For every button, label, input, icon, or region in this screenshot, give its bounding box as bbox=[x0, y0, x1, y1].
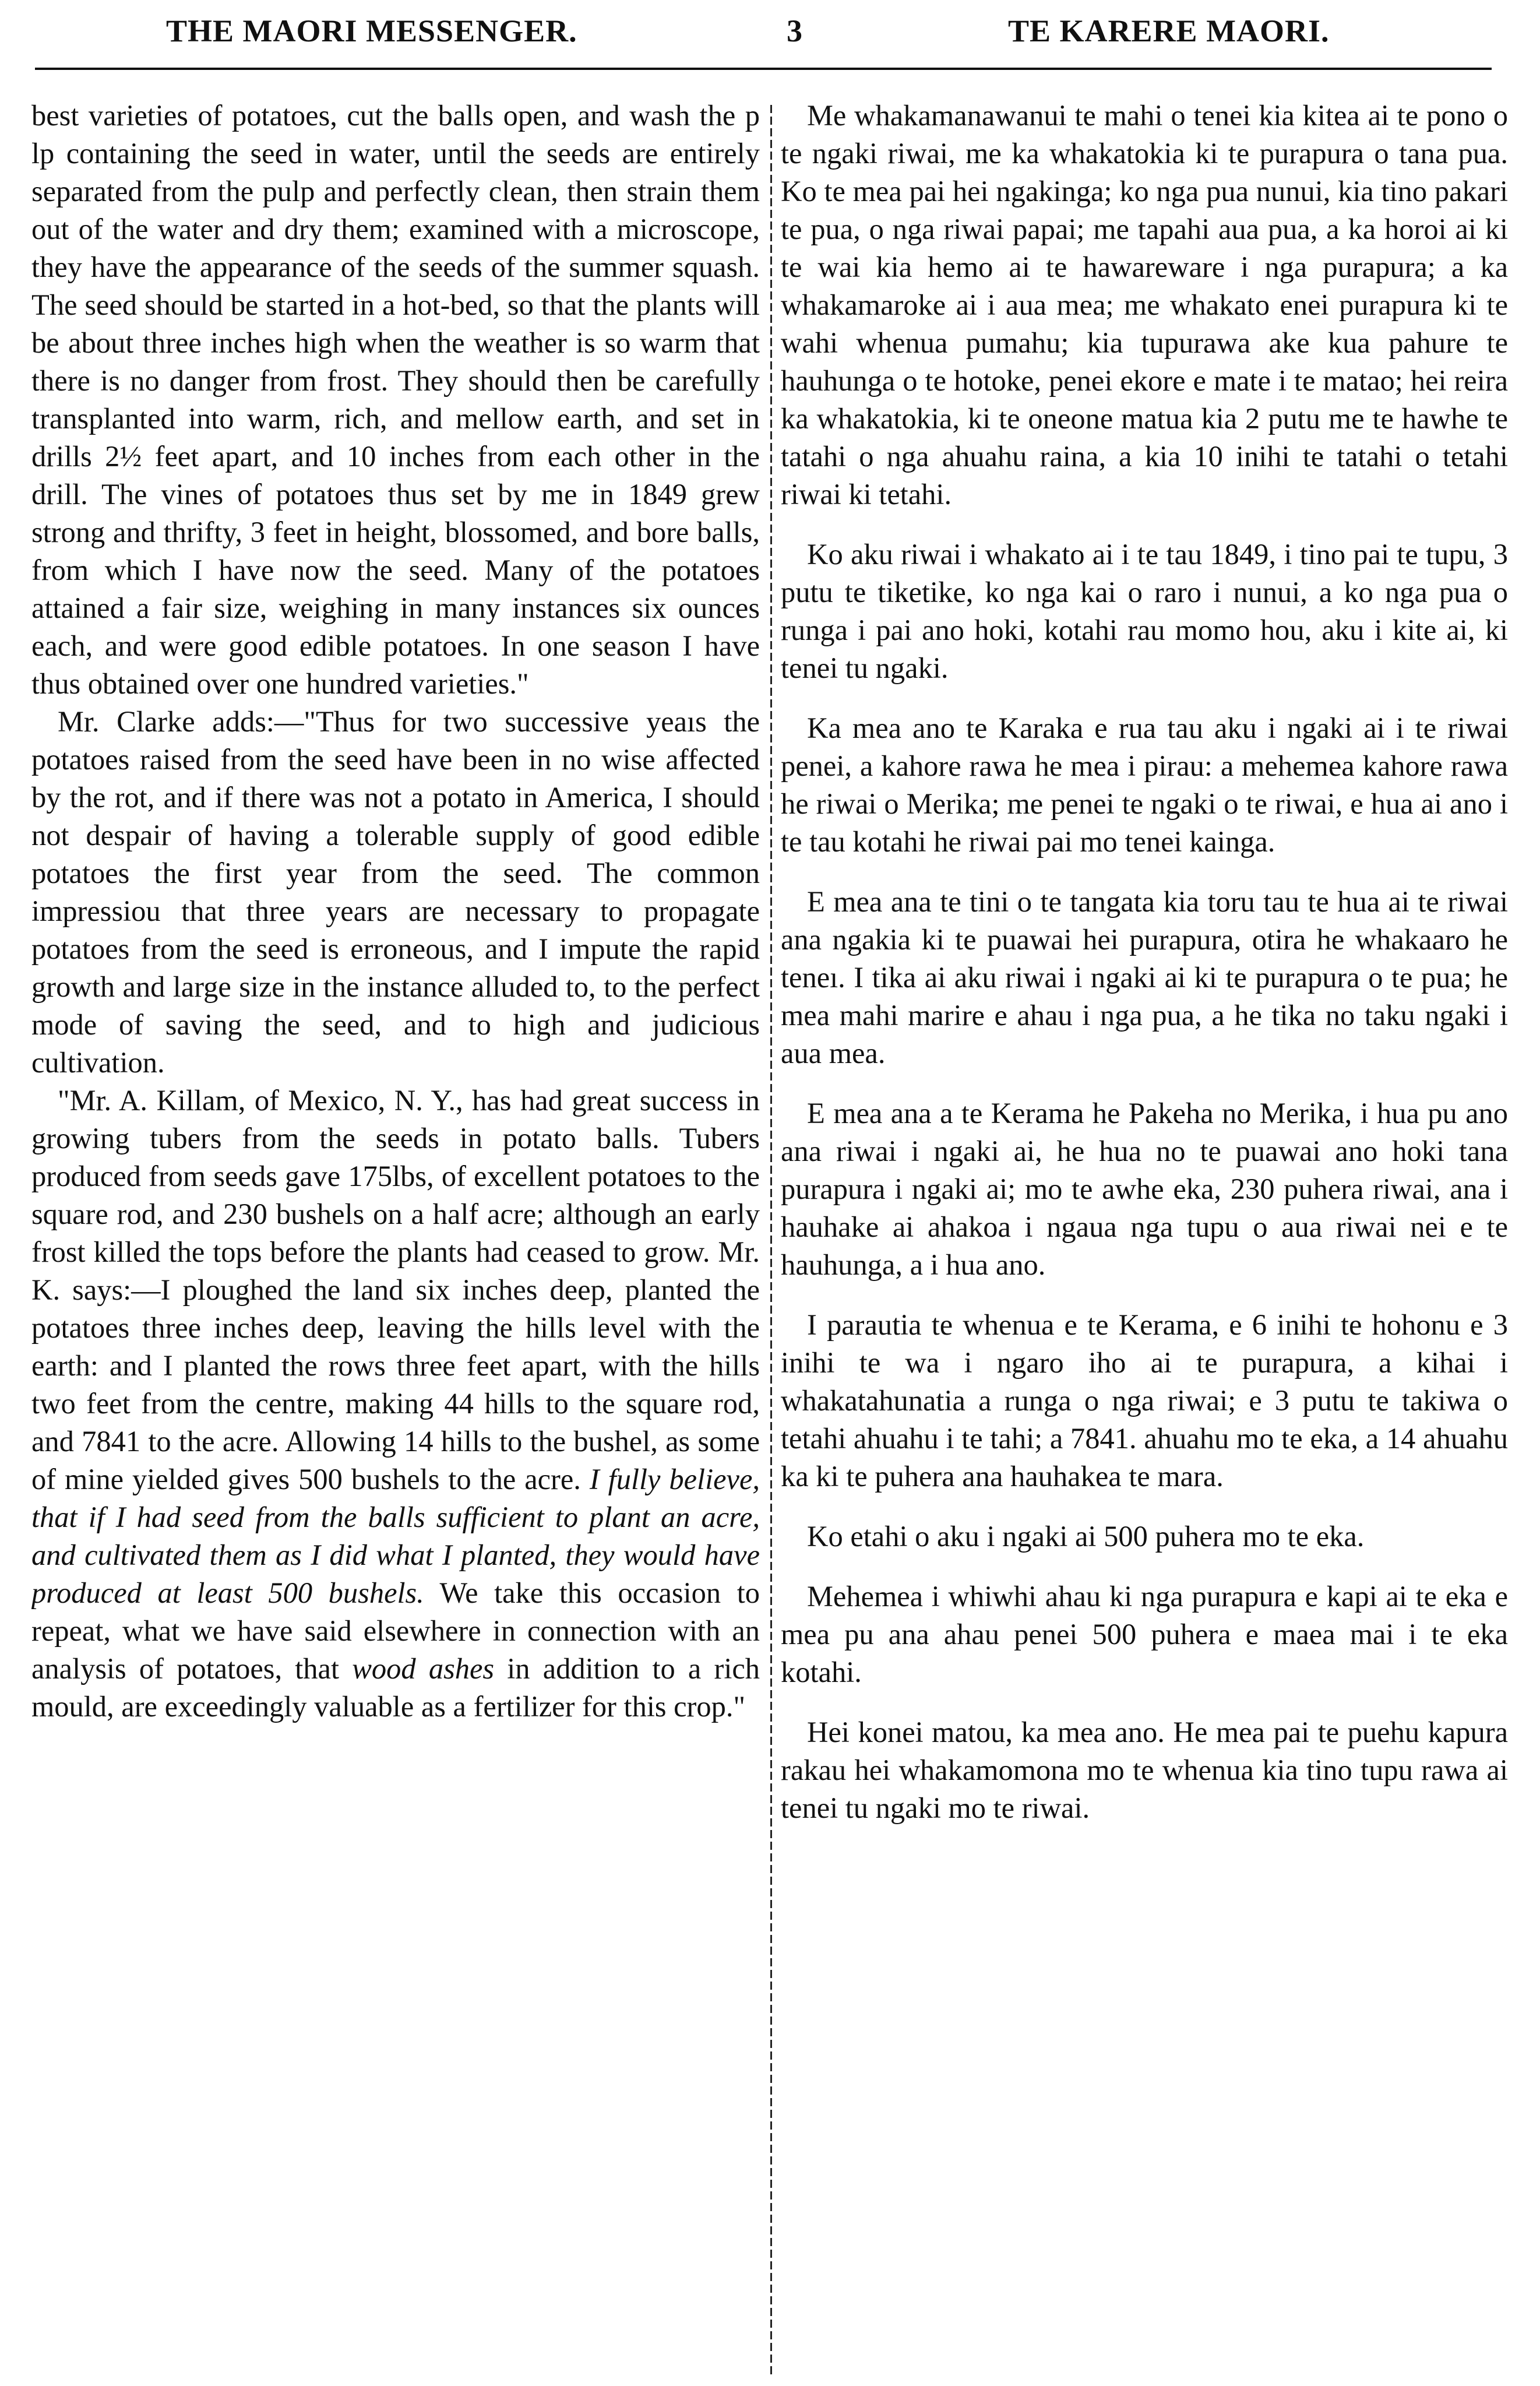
maori-paragraph-1: Me whakamanawanui te mahi o tenei kia kitea ai te pono o te ngaki riwai, me ka whakatokia ki te purapura o tana pua. Ko te mea pai hei ngakinga; ko nga pua nunui, kia tino pakari te pua, o nga riwai papai; me tapahi aua pua, a ka horoi ai ki te wai kia hemo ai te hawareware i nga purapura; a ka whakamaroke ai i aua mea; me whakato enei purapura ki te wahi whenua pumahu; kia tupurawa ake kua pahure te hauhunga o te hotoke, penei ekore e mate i te matao; hei reira ka whakatokia, ki te oneone matua kia 2 putu me te hawhe te tatahi o nga ahuahu raina, a kia 10 inihi te tatahi o tetahi riwai ki tetahi. bbox=[781, 99, 1508, 511]
english-column bbox=[31, 97, 760, 2381]
maori-paragraph-5: E mea ana a te Kerama he Pakeha no Merika, i hua pu ano ana riwai i ngaki ai, he hua no te puawai ano hoki tana purapura i ngaki ai; mo te awhe eka, 230 puhera riwai, ana i hauhake ai ahakoa i ngaua nga tupu o aua riwai nei e te hauhunga, a i hua ano. bbox=[781, 1097, 1508, 1281]
header-rule bbox=[35, 68, 1492, 70]
maori-paragraph-6: I parautia te whenua e te Kerama, e 6 inihi te hohonu e 3 inihi te wa i ngaro iho ai te purapura, a kihai i whakatahunatia a runga o nga riwai; e 3 putu te takiwa o tetahi ahuahu i te tahi; a 7841. ahuahu mo te eka, a 14 ahuahu ka ki te puhera ana hauhakea te mara. bbox=[781, 1308, 1508, 1493]
maori-paragraph-4: E mea ana te tini o te tangata kia toru tau te hua ai te riwai ana ngakia ki te puawai hei purapura, otira he whakaaro he teneı. I tika ai aku riwai i ngaki ai ki te purapura o te pua; he mea mahi marire e ahau i nga pua, a he tika no taku ngaki i aua mea. bbox=[781, 885, 1508, 1069]
column-divider bbox=[770, 105, 772, 2378]
maori-paragraph-8: Mehemea i whiwhi ahau ki nga purapura e kapi ai te eka e mea pu ana ahau penei 500 puhera e maea mai i te eka kotahi. bbox=[781, 1580, 1508, 1688]
english-italic-wood-ashes: wood ashes bbox=[352, 1652, 495, 1685]
english-paragraph-3 bbox=[31, 1082, 760, 1726]
page-number: 3 bbox=[787, 13, 803, 48]
english-masthead: THE MAORI MESSENGER. bbox=[166, 13, 577, 48]
maori-paragraph-7: Ko etahi o aku i ngaki ai 500 puhera mo te eka. bbox=[807, 1520, 1365, 1553]
maori-column bbox=[781, 97, 1508, 2381]
english-paragraph-3-text: "Mr. A. Killam, of Mexico, N. Y., has had great success in growing tubers from the seeds in potato balls. Tubers produced from seeds gave 175lbs, of excellent potatoes to the square rod, and 230 bushels on a half acre; although an early frost killed the tops before the plants had ceased to grow. Mr. K. says:—I ploughed the land six inches deep, planted the potatoes three inches deep, leaving the hills level with the earth: and I planted the rows three feet apart, with the hills two feet from the centre, making 44 hills to the square rod, and 7841 to the acre. Allowing 14 hills to the bushel, as some of mine yielded gives 500 bushels to the acre. bbox=[31, 1084, 760, 1495]
english-paragraph-1: best varieties of potatoes, cut the balls open, and wash the p lp containing the seed in water, until the seeds are entirely separated from the pulp and perfectly clean, then strain them out of the water and dry them; examined with a microscope, they have the appearance of the seeds of the summer squash. The seed should be started in a hot-bed, so that the plants will be about three inches high when the weather is so warm that there is no danger from frost. They should then be carefully transplanted into warm, rich, and mellow earth, and set in drills 2½ feet apart, and 10 inches from each other in the drill. The vines of potatoes thus set by me in 1849 grew strong and thrifty, 3 feet in height, blossomed, and bore balls, from which I have now the seed. Many of the potatoes attained a fair size, weighing in many instances six ounces each, and were good edible potatoes. In one season I have thus obtained over one hundred varieties." bbox=[31, 99, 760, 700]
english-paragraph-3-tail: We take this occasion to repeat, what we have said elsewhere in connection with an analysis of potatoes, that bbox=[31, 1576, 760, 1685]
english-paragraph-2: Mr. Clarke adds:—"Thus for two successive yeaıs the potatoes raised from the seed have been in no wise affected by the rot, and if there was not a potato in America, I should not despair of having a tolerable supply of good edible potatoes the first year from the seed. The common impressiou that three years are necessary to propagate potatoes from the seed is erroneous, and I impute the rapid growth and large size in the instance alluded to, to the perfect mode of saving the seed, and to high and judicious cultivation. bbox=[31, 705, 760, 1079]
maori-masthead: TE KARERE MAORI. bbox=[1008, 13, 1330, 48]
english-paragraph-3-end: in addition to a rich mould, are exceedingly valuable as a fertilizer for this crop." bbox=[31, 1652, 760, 1723]
maori-paragraph-3: Ka mea ano te Karaka e rua tau aku i ngaki ai i te riwai penei, a kahore rawa he mea i pirau: a mehemea kahore rawa he riwai o Merika; me penei te ngaki o te riwai, e hua ai ano i te tau kotahi he riwai pai mo tenei kainga. bbox=[781, 712, 1508, 858]
maori-paragraph-2: Ko aku riwai i whakato ai i te tau 1849, i tino pai te tupu, 3 putu te tiketike, ko nga kai o raro i nunui, a ko nga pua o runga i pai ano hoki, kotahi rau momo hou, aku i kite ai, ki tenei tu ngaki. bbox=[781, 538, 1508, 684]
page-header bbox=[35, 8, 1505, 58]
english-italic-quote: I fully believe, that if I had seed from the balls sufficient to plant an acre, and cultivated them as I did what I planted, they would have produced at least 500 bushels. bbox=[31, 1463, 760, 1609]
maori-paragraph-9: Hei konei matou, ka mea ano. He mea pai te puehu kapura rakau hei whakamomona mo te whenua kia tino tupu rawa ai tenei tu ngaki mo te riwai. bbox=[781, 1716, 1508, 1824]
